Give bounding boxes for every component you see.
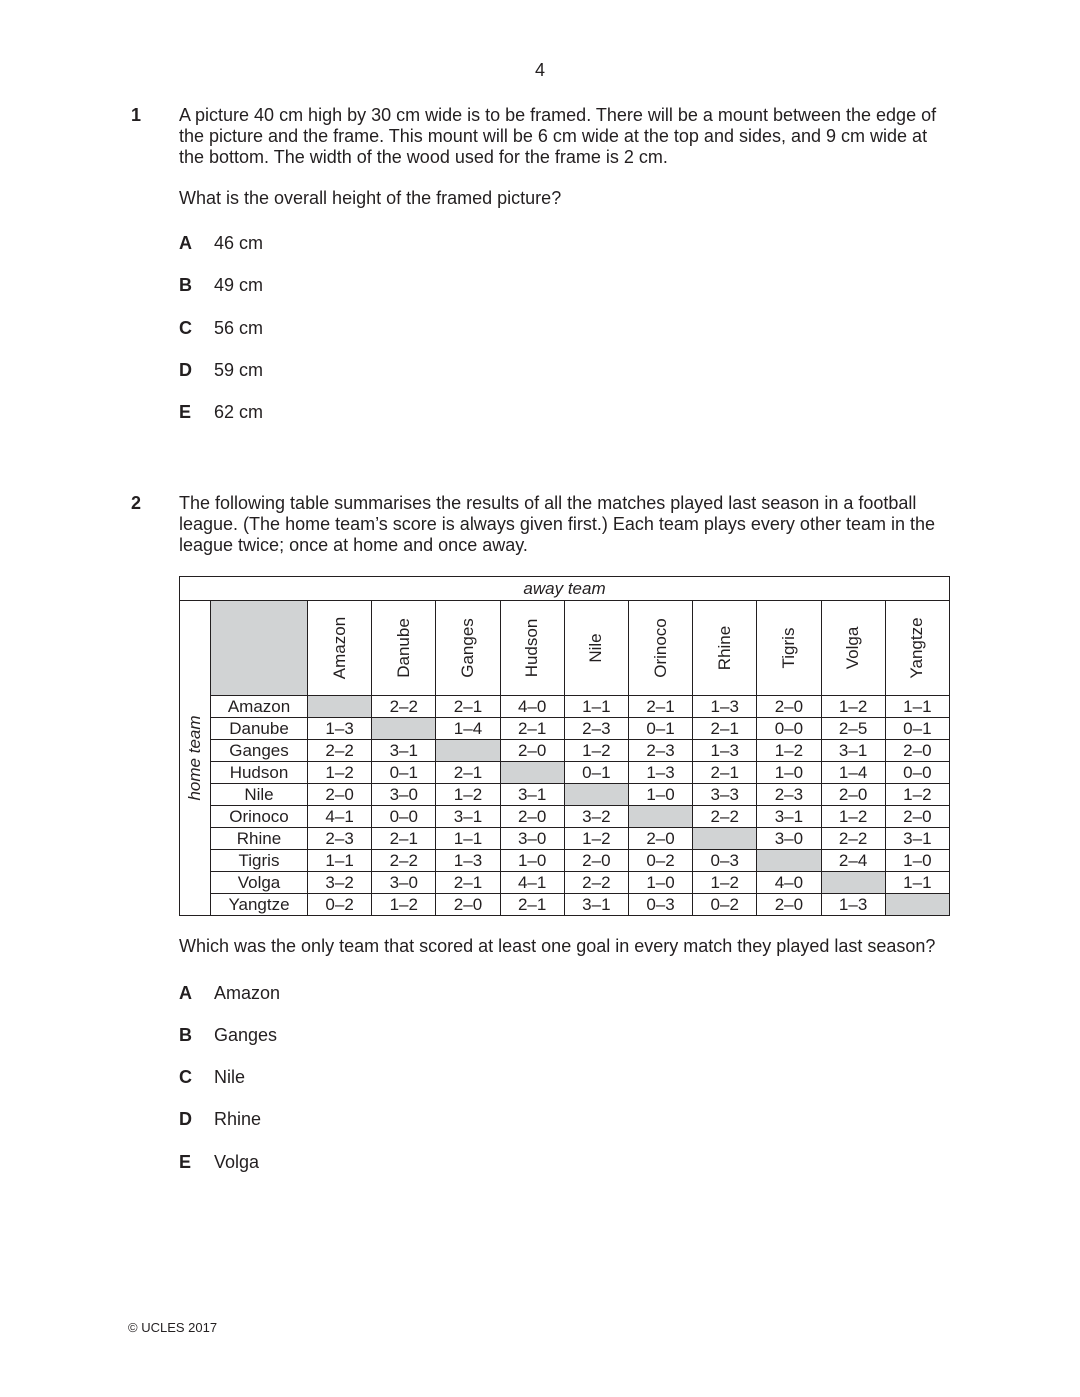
score-cell: 2–1 (693, 718, 757, 740)
score-cell: 4–0 (500, 696, 564, 718)
away-team-name: Yangtze (907, 617, 927, 679)
home-team-name: Rhine (211, 828, 308, 850)
score-cell: 2–1 (436, 696, 500, 718)
score-cell: 2–1 (500, 718, 564, 740)
option-text: 49 cm (214, 275, 264, 295)
score-cell: 0–1 (885, 718, 949, 740)
home-team-name: Hudson (211, 762, 308, 784)
option-letter: E (179, 1152, 192, 1172)
home-team-name: Volga (211, 872, 308, 894)
score-cell: 4–0 (757, 872, 821, 894)
question-2-prompt: Which was the only team that scored at least one goal in every match they played last season? (179, 936, 936, 956)
results-table (179, 576, 950, 916)
score-cell: 2–2 (372, 850, 436, 872)
score-cell: 2–0 (564, 850, 628, 872)
score-cell: 1–1 (564, 696, 628, 718)
score-cell: 3–1 (757, 806, 821, 828)
score-cell: 0–1 (564, 762, 628, 784)
question-1-prompt: What is the overall height of the framed picture? (179, 188, 562, 208)
option-letter: A (179, 983, 192, 1003)
score-cell: 1–0 (885, 850, 949, 872)
away-team-header (372, 601, 436, 696)
away-team-name: Ganges (457, 618, 477, 678)
score-cell: 2–0 (436, 894, 500, 916)
table-row (180, 784, 950, 806)
option-text: Nile (214, 1067, 246, 1087)
away-team-header (693, 601, 757, 696)
home-team-name: Amazon (211, 696, 308, 718)
home-team-label: home team (185, 715, 204, 801)
blank-cell (308, 696, 372, 718)
score-cell: 1–3 (308, 718, 372, 740)
score-cell: 2–3 (628, 740, 692, 762)
q2-option-b[interactable] (179, 1024, 277, 1046)
away-team-name: Nile (586, 633, 606, 663)
score-cell: 1–0 (500, 850, 564, 872)
question-2-text: The following table summarises the results of all the matches played last season in a football league. (The home team’s score is always given first.) Each team plays every other team in the league twice; once at home and once away. (179, 493, 936, 555)
question-1-text: A picture 40 cm high by 30 cm wide is to be framed. There will be a mount between the edge of the picture and the frame. This mount will be 6 cm wide at the top and sides, and 9 cm wide at the bottom. The width of the wood used for the frame is 2 cm. (179, 105, 937, 167)
score-cell: 2–4 (821, 850, 885, 872)
score-cell: 1–0 (628, 872, 692, 894)
away-team-name: Danube (393, 618, 413, 678)
home-team-name: Orinoco (211, 806, 308, 828)
score-cell: 0–0 (885, 762, 949, 784)
score-cell: 2–0 (308, 784, 372, 806)
away-team-name: Tigris (778, 627, 798, 669)
score-cell: 3–1 (885, 828, 949, 850)
score-cell: 3–0 (757, 828, 821, 850)
option-text: 46 cm (214, 233, 264, 253)
page-number: 4 (534, 60, 545, 80)
option-text: Ganges (214, 1025, 278, 1045)
score-cell: 1–0 (628, 784, 692, 806)
score-cell: 2–0 (885, 740, 949, 762)
score-cell: 1–3 (436, 850, 500, 872)
away-team-header (308, 601, 372, 696)
score-cell: 1–0 (757, 762, 821, 784)
score-cell: 2–3 (308, 828, 372, 850)
q2-option-d[interactable] (179, 1108, 261, 1130)
score-cell: 1–3 (628, 762, 692, 784)
away-team-header (436, 601, 500, 696)
q1-option-b[interactable] (179, 274, 263, 296)
score-cell: 2–3 (564, 718, 628, 740)
away-team-header (821, 601, 885, 696)
option-letter: A (179, 233, 192, 253)
option-text: Volga (214, 1152, 260, 1172)
home-team-name: Tigris (211, 850, 308, 872)
q1-option-c[interactable] (179, 317, 263, 339)
score-cell: 1–1 (885, 872, 949, 894)
home-team-cell (180, 601, 211, 916)
score-cell: 2–1 (500, 894, 564, 916)
score-cell: 0–0 (757, 718, 821, 740)
score-cell: 1–4 (821, 762, 885, 784)
away-team-name: Amazon (329, 616, 349, 680)
score-cell: 1–2 (308, 762, 372, 784)
option-letter: C (179, 318, 192, 338)
score-cell: 2–1 (628, 696, 692, 718)
score-cell: 2–1 (693, 762, 757, 784)
away-team-header (885, 601, 949, 696)
score-cell: 2–0 (821, 784, 885, 806)
away-team-name: Hudson (522, 618, 542, 678)
score-cell: 3–3 (693, 784, 757, 806)
score-cell: 3–1 (564, 894, 628, 916)
score-cell: 1–3 (693, 740, 757, 762)
away-team-header (757, 601, 821, 696)
option-letter: B (179, 275, 192, 295)
score-cell: 0–2 (628, 850, 692, 872)
blank-cell (885, 894, 949, 916)
option-letter: C (179, 1067, 192, 1087)
q1-option-e[interactable] (179, 401, 263, 423)
score-cell: 2–3 (757, 784, 821, 806)
score-cell: 1–1 (308, 850, 372, 872)
score-cell: 3–0 (500, 828, 564, 850)
score-cell: 2–1 (372, 828, 436, 850)
option-text: 62 cm (214, 402, 264, 422)
q1-option-a[interactable] (179, 232, 263, 254)
question-1-number: 1 (131, 105, 142, 125)
option-letter: E (179, 402, 192, 422)
score-cell: 2–5 (821, 718, 885, 740)
score-cell: 1–2 (821, 806, 885, 828)
score-cell: 1–2 (372, 894, 436, 916)
blank-cell (372, 718, 436, 740)
score-cell: 4–1 (500, 872, 564, 894)
away-team-label: away team (180, 577, 950, 601)
score-cell: 3–2 (564, 806, 628, 828)
away-team-header (564, 601, 628, 696)
score-cell: 0–1 (372, 762, 436, 784)
corner-cell (211, 601, 308, 696)
score-cell: 1–2 (757, 740, 821, 762)
score-cell: 1–2 (436, 784, 500, 806)
score-cell: 1–1 (885, 696, 949, 718)
score-cell: 3–1 (821, 740, 885, 762)
score-cell: 1–3 (693, 696, 757, 718)
question-2-number: 2 (131, 493, 142, 513)
score-cell: 2–2 (372, 696, 436, 718)
q2-option-a[interactable] (179, 982, 280, 1004)
table-row (180, 762, 950, 784)
score-cell: 0–3 (628, 894, 692, 916)
table-row (180, 894, 950, 916)
table-row (180, 872, 950, 894)
score-cell: 1–2 (885, 784, 949, 806)
score-cell: 3–1 (372, 740, 436, 762)
option-text: 56 cm (214, 318, 264, 338)
score-cell: 1–2 (821, 696, 885, 718)
score-cell: 1–1 (436, 828, 500, 850)
score-cell: 1–4 (436, 718, 500, 740)
score-cell: 3–0 (372, 784, 436, 806)
score-cell: 0–3 (693, 850, 757, 872)
q1-option-d[interactable] (179, 359, 263, 381)
home-team-name: Nile (211, 784, 308, 806)
score-cell: 2–2 (308, 740, 372, 762)
score-cell: 4–1 (308, 806, 372, 828)
away-team-header (500, 601, 564, 696)
score-cell: 1–2 (564, 740, 628, 762)
option-text: 59 cm (214, 360, 264, 380)
option-letter: D (179, 360, 192, 380)
home-team-name: Ganges (211, 740, 308, 762)
blank-cell (500, 762, 564, 784)
away-team-name: Rhine (714, 625, 734, 671)
blank-cell (821, 872, 885, 894)
score-cell: 3–1 (500, 784, 564, 806)
score-cell: 0–0 (372, 806, 436, 828)
score-cell: 2–1 (436, 762, 500, 784)
table-row (180, 740, 950, 762)
q2-option-c[interactable] (179, 1066, 245, 1088)
table-row (180, 696, 950, 718)
score-cell: 3–1 (436, 806, 500, 828)
score-cell: 0–2 (693, 894, 757, 916)
home-team-name: Danube (211, 718, 308, 740)
away-team-name: Orinoco (650, 618, 670, 678)
q2-option-e[interactable] (179, 1151, 259, 1173)
score-cell: 2–0 (500, 740, 564, 762)
away-team-header (628, 601, 692, 696)
blank-cell (564, 784, 628, 806)
score-cell: 2–0 (757, 894, 821, 916)
score-cell: 1–3 (821, 894, 885, 916)
blank-cell (757, 850, 821, 872)
score-cell: 0–1 (628, 718, 692, 740)
table-row (180, 718, 950, 740)
blank-cell (693, 828, 757, 850)
score-cell: 0–2 (308, 894, 372, 916)
blank-cell (436, 740, 500, 762)
blank-cell (628, 806, 692, 828)
table-row (180, 850, 950, 872)
score-cell: 3–2 (308, 872, 372, 894)
score-cell: 2–0 (885, 806, 949, 828)
table-row (180, 828, 950, 850)
score-cell: 2–2 (693, 806, 757, 828)
option-text: Amazon (214, 983, 281, 1003)
score-cell: 2–2 (564, 872, 628, 894)
score-cell: 1–2 (693, 872, 757, 894)
score-cell: 3–0 (372, 872, 436, 894)
score-cell: 1–2 (564, 828, 628, 850)
option-text: Rhine (214, 1109, 262, 1129)
score-cell: 2–0 (628, 828, 692, 850)
score-cell: 2–1 (436, 872, 500, 894)
table-row (180, 806, 950, 828)
score-cell: 2–0 (757, 696, 821, 718)
home-team-name: Yangtze (211, 894, 308, 916)
option-letter: D (179, 1109, 192, 1129)
copyright-notice: © UCLES 2017 (128, 1320, 218, 1335)
away-team-name: Volga (843, 626, 863, 670)
option-letter: B (179, 1025, 192, 1045)
score-cell: 2–2 (821, 828, 885, 850)
score-cell: 2–0 (500, 806, 564, 828)
